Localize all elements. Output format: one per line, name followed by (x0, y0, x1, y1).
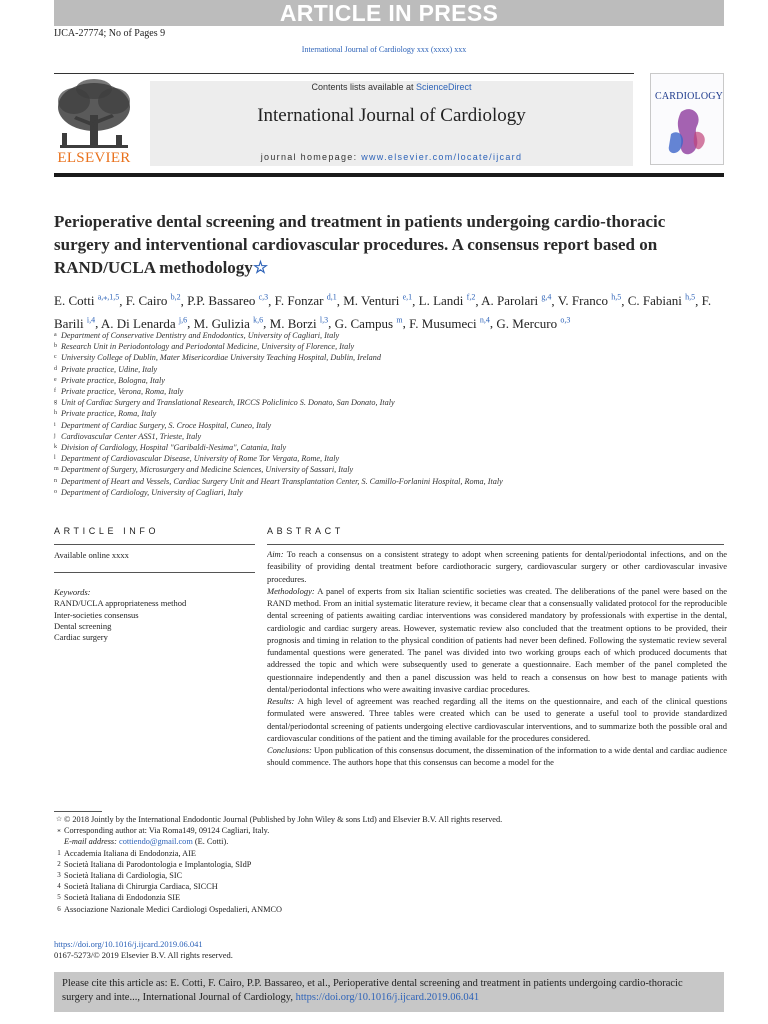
author-affiliation-marks[interactable]: h,5 (611, 293, 622, 302)
abstract-rule (267, 544, 724, 545)
author-affiliation-marks[interactable]: m (396, 315, 403, 325)
affiliation-key: i (54, 421, 56, 428)
citation-text (62, 977, 716, 1004)
footnote-text: Società Italiana di Cardiologia, SIC (64, 871, 183, 881)
author-name: F. Cairo (125, 293, 168, 309)
affiliation-text: Cardiovascular Center ASS1, Trieste, Italy (61, 431, 202, 441)
author-affiliation-marks[interactable]: h,5 (685, 293, 696, 302)
abstract-section-text: A high level of agreement was reached regarding all the items on the questionnaire, and each of the clinical questions formulated were answered. Three tables were created which can be used to generate a useful tool to provide standardized dental/periodontal screening of patients undergoing elective cardiovascular interventions, and to summarize both the possible oral and cardiovascular conditions of the patient and the timing available for the procedures considered. (267, 696, 727, 743)
author-name: A. Parolari (481, 293, 539, 309)
affiliation-key: d (54, 365, 57, 372)
keyword: Cardiac surgery (54, 632, 108, 643)
affiliation-text: Private practice, Bologna, Italy (61, 375, 165, 385)
author[interactable] (275, 293, 337, 308)
keyword: RAND/UCLA appropriateness method (54, 598, 187, 609)
author-name: M. Borzi (269, 315, 317, 331)
footnote (54, 825, 502, 836)
footnote (54, 881, 502, 892)
abstract-body (267, 548, 727, 796)
paper-title (54, 210, 694, 279)
affiliation (54, 464, 724, 475)
cover-title: CARDIOLOGY (655, 91, 724, 102)
footnote-mark: ☆ (55, 815, 63, 823)
footnote-mark: ⁎ (57, 826, 61, 835)
author[interactable] (101, 316, 187, 331)
contents-prefix: Contents lists available at (311, 82, 417, 92)
affiliation-text: Research Unit in Periodontology and Periodontal Medicine, University of Florence, Italy (61, 342, 355, 352)
footnote (54, 848, 502, 859)
copyright-line: 0167-5273/© 2019 Elsevier B.V. All rights reserved. (54, 950, 233, 960)
affiliation-key: n (54, 477, 57, 484)
footnote (54, 892, 502, 903)
homepage-prefix: journal homepage: (260, 152, 362, 162)
footnote-mark: 3 (57, 871, 61, 880)
elsevier-wordmark: ELSEVIER (57, 150, 131, 166)
abstract-section-label: Results: (267, 696, 295, 706)
citation-doi-link[interactable]: https://doi.org/10.1016/j.ijcard.2019.06.041 (295, 991, 480, 1003)
author[interactable] (194, 316, 264, 331)
author-affiliation-marks[interactable]: g,4 (541, 293, 552, 302)
affiliation (54, 352, 724, 363)
footnote-text: Associazione Nazionale Medici Cardiologi Ospedalieri, ANMCO (64, 904, 282, 914)
article-info-rule (54, 544, 255, 545)
footnote-rule (54, 811, 102, 812)
author-name: A. Di Lenarda (100, 315, 176, 331)
author-affiliation-marks[interactable]: i,4 (86, 315, 96, 325)
abstract-section-text: To reach a consensus on a consistent strategy to adopt when screening patients for dental/periodontal infections, and on the feasibility of providing dental treatment before cardiothoracic surgery, cardiovascular surgery or other cardiovascular invasive procedures. (267, 549, 727, 584)
affiliation (54, 364, 724, 375)
author[interactable] (335, 316, 403, 331)
affiliation-text: Department of Heart and Vessels, Cardiac Surgery Unit and Heart Transplantation Center, S. Camillo-Forlanini Hospital, Roma, Italy (61, 476, 503, 486)
affiliation (54, 386, 724, 397)
footnote-text: © 2018 Jointly by the International Endodontic Journal (Published by John Wiley & sons Ltd) and Elsevier B.V. All rights reserved. (64, 815, 503, 824)
affiliation (54, 397, 724, 408)
affiliation-key: b (54, 343, 57, 350)
email-link[interactable]: cottiendo@gmail.com (119, 837, 193, 847)
author[interactable] (187, 293, 268, 308)
affiliation (54, 487, 724, 498)
affiliation (54, 408, 724, 419)
affiliation-text: Department of Cardiac Surgery, S. Croce Hospital, Cuneo, Italy (61, 420, 272, 430)
keyword: Dental screening (54, 620, 112, 631)
journal-cover-thumbnail[interactable] (650, 73, 724, 165)
footnote-mark: 2 (57, 859, 61, 868)
abstract-section (267, 744, 727, 769)
author[interactable] (409, 316, 490, 331)
author[interactable] (419, 293, 476, 308)
footnote (54, 904, 502, 915)
abstract-section-label: Aim: (267, 549, 284, 559)
author-affiliation-marks[interactable]: o,3 (560, 315, 571, 325)
keyword: Inter-societies consensus (54, 609, 139, 620)
author-name: F. Musumeci (409, 315, 477, 331)
author-affiliation-marks[interactable]: j,6 (178, 315, 188, 325)
author-affiliation-marks[interactable]: k,6 (253, 315, 264, 325)
homepage-line (150, 152, 633, 162)
affiliation-key: f (54, 388, 56, 395)
affiliation (54, 442, 724, 453)
abstract-section (267, 695, 727, 744)
author[interactable] (628, 293, 695, 308)
footnote-mark: 5 (57, 893, 61, 902)
doi-link[interactable]: https://doi.org/10.1016/j.ijcard.2019.06.041 (54, 939, 203, 949)
affiliation-text: Private practice, Udine, Italy (61, 364, 158, 374)
available-online: Available online xxxx (54, 550, 129, 560)
author-affiliation-marks[interactable]: e,1 (402, 293, 413, 302)
abstract-heading: ABSTRACT (267, 526, 344, 536)
footnote-list (54, 814, 502, 915)
abstract-section (267, 585, 727, 695)
journal-header (150, 81, 633, 166)
author-list: E. Cotti $^{a,⁎,1,5}$, F. Cairo $^{b,2}$, P.P. Bassareo $^{c,3}$, F. Fonzar $^{d,1}$, M. Venturi $^{e,1}$, L. Landi $^{f,2}$, A. Parolari $^{g,4}$, V. Franco $^{h,5}$, C. Fabiani $^{h,5}$, F. Barili $^{i,4}$, A. Di Lenarda $^{j,6}$, M. Gulizia $^{k,6}$, M. Borzi $^{l,3}$, G. Campus $^m$, F. Musumeci $^{n,4}$, G. Mercuro $^{o,3}$ (54, 293, 712, 331)
footnote (54, 836, 502, 847)
affiliation-text: Department of Cardiovascular Disease, University of Rome Tor Vergata, Rome, Italy (61, 454, 340, 464)
author[interactable] (481, 293, 551, 308)
paper-title-text: Perioperative dental screening and treatment in patients undergoing cardio-thoracic surgery and interventional cardiovascular procedures. A consensus report based on RAND/UCLA methodology (54, 212, 666, 277)
footnote-mark: 4 (57, 882, 61, 891)
footnote (54, 870, 502, 881)
affiliation (54, 375, 724, 386)
abstract-section (267, 548, 727, 585)
affiliation-key: m (54, 466, 59, 473)
affiliation-key: l (54, 455, 56, 462)
author-name: G. Campus (334, 315, 394, 331)
author-affiliation-marks[interactable]: f,2 (466, 293, 476, 302)
header-rule (54, 73, 634, 74)
contents-line (150, 82, 633, 92)
author-name: M. Gulizia (193, 315, 250, 331)
author[interactable] (496, 316, 570, 331)
citation-box (54, 972, 724, 1012)
footnote-text: Società Italiana di Endodonzia SIE (64, 893, 181, 903)
affiliation-key: e (54, 376, 57, 383)
affiliation-text: Division of Cardiology, Hospital "Garibaldi-Nesima", Catania, Italy (61, 443, 287, 453)
affiliation-text: Unit of Cardiac Surgery and Translational Research, IRCCS Policlinico S. Donato, San Donato, Italy (61, 398, 395, 408)
author-name: F. Fonzar (274, 293, 324, 309)
abstract-section-label: Methodology: (267, 585, 315, 596)
header-thick-rule (54, 173, 724, 177)
abstract-section-text: Upon publication of this consensus document, the dissemination of the information to a wide dental and cardiac audience should commence. The authors hope that this consensus can become a model for the (267, 745, 727, 768)
affiliation-key: k (54, 444, 57, 451)
sciencedirect-link[interactable]: ScienceDirect (416, 82, 472, 92)
author-name: C. Fabiani (627, 293, 682, 309)
journal-homepage-link[interactable]: www.elsevier.com/locate/ijcard (361, 152, 523, 162)
author-name: G. Mercuro (496, 315, 558, 331)
keywords-label: Keywords: (54, 587, 91, 597)
author-affiliation-marks[interactable]: l,3 (319, 315, 329, 325)
footnote-text: Società Italiana di Parodontologia e Implantologia, SIdP (64, 859, 252, 869)
running-head-link[interactable]: International Journal of Cardiology xxx (xxxx) xxx (301, 45, 467, 54)
affiliation (54, 341, 724, 352)
manuscript-id: IJCA-27774; No of Pages 9 (54, 28, 166, 39)
author-affiliation-marks[interactable]: n,4 (479, 315, 490, 325)
author-affiliation-marks[interactable]: d,1 (326, 293, 337, 302)
affiliation-list (54, 330, 724, 498)
title-footnote-star[interactable]: ☆ (252, 258, 269, 277)
article-info-rule (54, 572, 255, 573)
abstract-section-label: Conclusions: (267, 745, 312, 755)
affiliation-text: Private practice, Verona, Roma, Italy (61, 387, 184, 397)
author[interactable] (343, 293, 412, 308)
affiliation-text: Private practice, Roma, Italy (61, 409, 157, 419)
abstract-section-text: A panel of experts from six Italian scientific societies was created. The deliberations of the panel were based on the RAND method. From an initial systematic literature review, it became clear that a consensually validated protocol for the reproducible dental screening of patients awaiting cardiac interventions was considered mandatory by professionals with expertise in the dental, cardiologic and cardiac surgery areas. However, systematic review also concluded that the treatment options to be provided, their prognosis and timing in relation to the physical condition of patients had never been defined. Following the systematic review several fundamental questions were generated. The panel was divided into two working groups each of which produced documents that addressed the topic and which were subsequently used to generate a questionnaire. Each member of the panel completed the questionnaire independently and then a panel discussion was held to reach a consensus on how best to manage patients with dental/periodontal infections who were awaiting invasive cardiac procedures. (267, 585, 727, 694)
footnote-mark: 6 (57, 904, 61, 913)
affiliation-text: Department of Conservative Dentistry and Endodontics, University of Cagliari, Italy (61, 331, 340, 340)
email-label: E-mail address: (64, 837, 117, 847)
author-affiliation-marks[interactable]: a,⁎,1,5 (97, 293, 120, 302)
author[interactable] (270, 316, 328, 331)
affiliation-key: c (54, 354, 57, 361)
affiliation (54, 420, 724, 431)
author-name: M. Venturi (343, 293, 400, 309)
author-name: L. Landi (418, 293, 464, 309)
citation-body: Please cite this article as: E. Cotti, F. Cairo, P.P. Bassareo, et al., Perioperative dental screening and treatment in patients undergoing cardio-thoracic surgery and inte..., International Journal of Cardiology, (62, 978, 683, 1003)
affiliation-key: o (54, 488, 57, 495)
author-name: V. Franco (557, 293, 608, 309)
affiliation-text: Department of Surgery, Microsurgery and Medicine Sciences, University of Sassari, Italy (61, 465, 354, 475)
footnote-mark: 1 (57, 848, 61, 857)
affiliation (54, 453, 724, 464)
footnote-text: Società Italiana di Chirurgia Cardiaca, SICCH (64, 882, 218, 892)
affiliation-key: a (54, 332, 57, 338)
author-name: E. Cotti (54, 293, 95, 309)
article-in-press-banner: ARTICLE IN PRESS (54, 0, 724, 26)
keywords-block (54, 587, 186, 643)
affiliation (54, 431, 724, 442)
footnote-text: Accademia Italiana di Endodonzia, AIE (64, 848, 197, 858)
email-suffix: (E. Cotti). (192, 837, 229, 847)
author[interactable] (54, 293, 119, 308)
author-affiliation-marks[interactable]: b,2 (170, 293, 181, 302)
author[interactable] (558, 293, 622, 308)
affiliation-key: j (54, 432, 56, 439)
cover-artwork (651, 104, 723, 164)
footnote (54, 859, 502, 870)
affiliation-text: Department of Cardiology, University of Cagliari, Italy (61, 487, 243, 497)
article-info-heading: ARTICLE INFO (54, 526, 160, 536)
author[interactable] (126, 293, 181, 308)
affiliation-text: University College of Dublin, Mater Misericordiae University Teaching Hospital, Dublin, Ireland (61, 353, 381, 363)
author-name: F. Barili (54, 293, 712, 331)
footnote (54, 814, 502, 825)
journal-title: International Journal of Cardiology (257, 105, 526, 126)
author-name: P.P. Bassareo (187, 293, 256, 309)
affiliation (54, 330, 724, 341)
author-affiliation-marks[interactable]: c,3 (258, 293, 269, 302)
affiliation-key: h (54, 410, 57, 417)
affiliation (54, 476, 724, 487)
affiliation-key: g (54, 399, 57, 406)
footnote-text: Corresponding author at: Via Roma149, 09124 Cagliari, Italy. (64, 826, 270, 836)
